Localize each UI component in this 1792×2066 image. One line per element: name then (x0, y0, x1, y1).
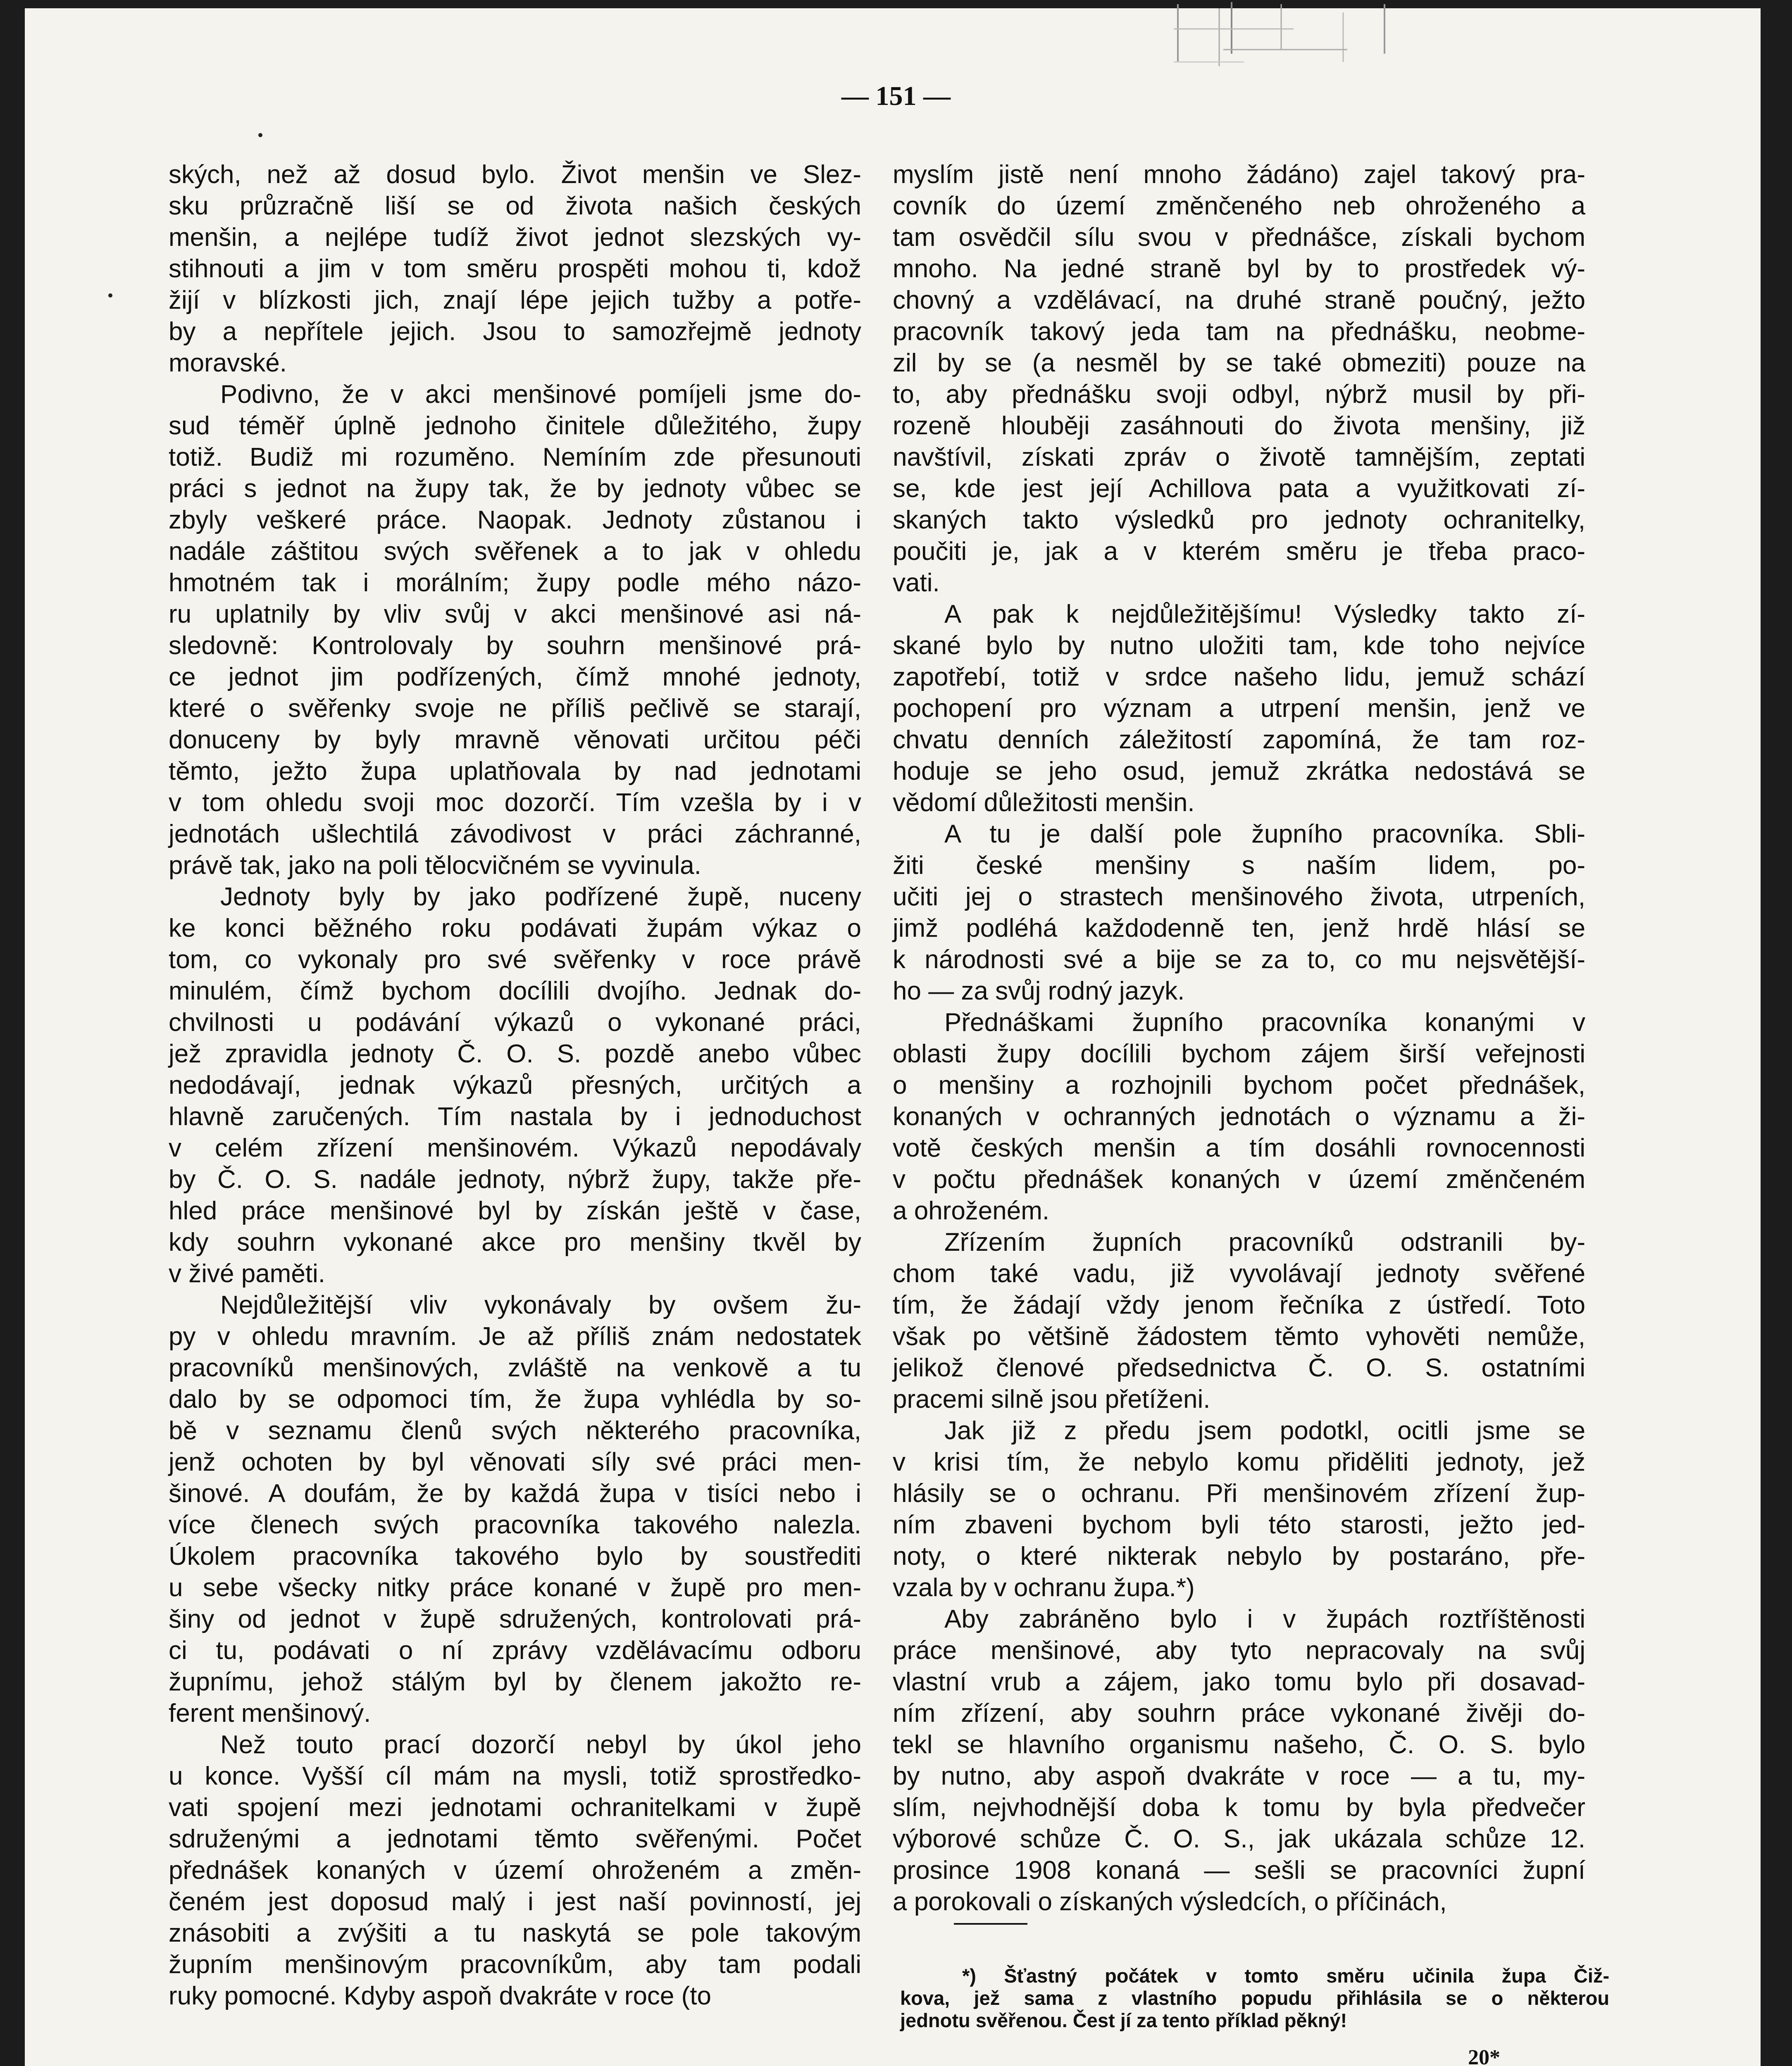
text-line: by nutno, aby aspoň dvakráte v roce — a tu, my- (893, 1762, 1585, 1790)
text-line: ci tu, podávati o ní zprávy vzdělávacímu odboru (169, 1636, 861, 1665)
text-line: tam osvědčil sílu svou v přednášce, získali bychom (893, 223, 1585, 252)
text-line: tekl se hlavního organismu našeho, Č. O. S. bylo (893, 1730, 1585, 1759)
text-line: žiti české menšiny s naším lidem, po- (893, 851, 1585, 880)
text-line: sud téměř úplně jednoho činitele důležitého, župy (169, 412, 861, 440)
text-line: chvatu denních záležitostí zapomíná, že tam roz- (893, 726, 1585, 754)
text-line: ruky pomocné. Kdyby aspoň dvakráte v roce (to (169, 1982, 711, 2010)
text-line: oblasti župy docílili bychom zájem širší veřejnosti (893, 1040, 1585, 1068)
text-line: v celém zřízení menšinovém. Výkazů nepodávaly (169, 1134, 861, 1162)
text-line: to, aby přednášku svoji odbyl, nýbrž musil by při- (893, 380, 1585, 409)
text-line: ských, než až dosud bylo. Život menšin ve Slez- (169, 160, 861, 189)
text-line: zil by se (a nesměl by se také obmeziti) pouze na (893, 349, 1585, 377)
text-line: skaných takto výsledků pro jednoty ochranitelky, (893, 506, 1585, 534)
text-line: u sebe všecky nitky práce konané v župě pro men- (169, 1573, 861, 1602)
text-line: jež zpravidla jednoty Č. O. S. pozdě anebo vůbec (169, 1040, 861, 1068)
text-line: Zřízením župních pracovníků odstranili by- (944, 1228, 1585, 1257)
signature-mark: 20* (1468, 2046, 1500, 2066)
text-line: k národnosti své a bije se za to, co mu nejsvětější- (893, 945, 1585, 974)
text-line: covník do území změnčeného neb ohroženého a (893, 192, 1585, 220)
text-line: ním zbaveni bychom byli této starosti, ježto jed- (893, 1511, 1585, 1539)
text-line: A pak k nejdůležitějšímu! Výsledky takto zí- (944, 600, 1585, 628)
text-line: u konce. Vyšší cíl mám na mysli, totiž sprostředko- (169, 1762, 861, 1790)
stamp-marks (1170, 0, 1409, 70)
text-line: žijí v blízkosti jich, znají lépe jejich tužby a potře- (169, 286, 861, 314)
text-line: by a nepřítele jejich. Jsou to samozřejmě jednoty (169, 317, 861, 346)
text-line: kdy souhrn vykonané akce pro menšiny tkvěl by (169, 1228, 861, 1257)
text-line: noty, o které nikterak nebylo by postaráno, pře- (893, 1542, 1585, 1571)
text-line: bě v seznamu členů svých některého pracovníka, (169, 1416, 861, 1445)
text-line: Jednoty byly by jako podřízené župě, nuceny (220, 883, 861, 911)
text-line: vědomí důležitosti menšin. (893, 788, 1195, 817)
footnote-line: *) Šťastný počátek v tomto směru učinila župa Čiž- (962, 1965, 1609, 1987)
text-line: rozeně hlouběji zasáhnouti do života menšiny, již (893, 412, 1585, 440)
text-line: hlásily se o ochranu. Při menšinovém zřízení žup- (893, 1479, 1585, 1508)
text-line: znásobiti a zvýšiti a tu naskytá se pole takovým (169, 1919, 861, 1947)
text-line: Než touto prací dozorčí nebyl by úkol jeho (220, 1730, 861, 1759)
text-line: pracovníků menšinových, zvláště na venkově a tu (169, 1354, 861, 1382)
text-line: Podivno, že v akci menšinové pomíjeli jsme do- (220, 380, 861, 409)
text-line: župním menšinovým pracovníkům, aby tam podali (169, 1950, 861, 1979)
margin-speck (108, 293, 112, 298)
text-line: nadále záštitou svých svěřenek a to jak v ohledu (169, 537, 861, 566)
text-line: těmto, ježto župa uplatňovala by nad jednotami (169, 757, 861, 785)
text-line: jimž podléhá každodenně ten, jenž hrdě hlásí se (893, 914, 1585, 943)
text-line: hled práce menšinové byl by získán ještě v čase, (169, 1197, 861, 1225)
text-line: vati. (893, 569, 940, 597)
text-line: dalo by se odpomoci tím, že župa vyhlédla by so- (169, 1385, 861, 1414)
text-line: ferent menšinový. (169, 1699, 371, 1728)
text-line: chvilnosti u podávání výkazů o vykonané práci, (169, 1008, 861, 1037)
text-line: práce menšinové, aby tyto nepracovaly na svůj (893, 1636, 1585, 1665)
page-number: — 151 — (841, 81, 951, 111)
text-line: vlastní vrub a zájem, jako tomu bylo při dosavad- (893, 1668, 1585, 1696)
text-line: poučiti je, jak a v kterém směru je třeba praco- (893, 537, 1585, 566)
text-line: menšin, a nejlépe tudíž život jednot slezských vy- (169, 223, 861, 252)
text-line: tom, co vykonaly pro své svěřenky v roce právě (169, 945, 861, 974)
text-line: jelikož členové předsednictva Č. O. S. ostatními (893, 1354, 1585, 1382)
text-line: v živé paměti. (169, 1259, 326, 1288)
text-line: učiti jej o strastech menšinového života, utrpeních, (893, 883, 1585, 911)
text-line: tím, že žádají vždy jenom řečníka z ústředí. Toto (893, 1291, 1585, 1319)
text-line: minulém, čímž bychom docílili dvojího. Jednak do- (169, 977, 861, 1005)
footnote (900, 1965, 1609, 2032)
left-column (169, 159, 861, 2012)
text-line: Aby zabráněno bylo i v župách roztříštěnosti (944, 1605, 1585, 1633)
text-line: sdruženými a jednotami těmto svěřenými. Počet (169, 1825, 861, 1853)
text-line: ním zřízení, aby souhrn práce vykonané živěji do- (893, 1699, 1585, 1728)
text-line: mnoho. Na jedné straně byl by to prostředek vý- (893, 255, 1585, 283)
text-line: v krisi tím, že nebylo komu přiděliti jednoty, jež (893, 1448, 1585, 1476)
text-line: sledovně: Kontrolovaly by souhrn menšinové prá- (169, 631, 861, 660)
text-line: stihnouti a jim v tom směru prospěti mohou ti, kdož (169, 255, 861, 283)
text-line: py v ohledu mravním. Je až příliš znám nedostatek (169, 1322, 861, 1351)
text-line: pochopení pro význam a utrpení menšin, jenž ve (893, 694, 1585, 723)
text-line: totiž. Budiž mi rozuměno. Nemíním zde přesunouti (169, 443, 861, 471)
text-line: šiny od jednot v župě sdružených, kontrolovati prá- (169, 1605, 861, 1633)
text-line: přednášek konaných v území ohroženém a změn- (169, 1856, 861, 1885)
text-line: a ohroženém. (893, 1197, 1050, 1225)
footnote-line: jednotu svěřenou. Čest jí za tento příklad pěkný! (900, 2009, 1347, 2031)
text-line: navštívil, získati zpráv o životě tamnějším, zeptati (893, 443, 1585, 471)
text-line: se, kde jest její Achillova pata a využitkovati zí- (893, 474, 1585, 503)
text-line: které o svěřenky svoje ne příliš pečlivě se starají, (169, 694, 861, 723)
text-line: slím, nejvhodnější doba k tomu by byla předvečer (893, 1793, 1585, 1822)
text-line: konaných v ochranných jednotách o významu a ži- (893, 1102, 1585, 1131)
text-line: výborové schůze Č. O. S., jak ukázala schůze 12. (893, 1825, 1585, 1853)
text-line: hlavně zaručených. Tím nastala by i jednoduchost (169, 1102, 861, 1131)
text-line: vati spojení mezi jednotami ochranitelkami v župě (169, 1793, 861, 1822)
text-line: by Č. O. S. nadále jednoty, nýbrž župy, takže pře- (169, 1165, 861, 1194)
text-line: pracovník takový jeda tam na přednášku, neobme- (893, 317, 1585, 346)
text-line: prosince 1908 konaná — sešli se pracovníci župní (893, 1856, 1585, 1885)
margin-speck (258, 133, 262, 137)
text-line: Nejdůležitější vliv vykonávaly by ovšem žu- (220, 1291, 861, 1319)
text-line: hmotném tak i morálním; župy podle mého názo- (169, 569, 861, 597)
text-line: o menšiny a rozhojnili bychom počet přednášek, (893, 1071, 1585, 1100)
right-column (893, 159, 1585, 1918)
text-line: župnímu, jehož stálým byl by členem jakožto re- (169, 1668, 861, 1696)
text-line: vzala by v ochranu župa.*) (893, 1573, 1195, 1602)
text-line: zbyly veškeré práce. Naopak. Jednoty zůstanou i (169, 506, 861, 534)
footnote-line: kova, jež sama z vlastního popudu přihlásila se o některou (900, 1987, 1609, 2009)
text-line: šinové. A doufám, že by každá župa v tisíci nebo i (169, 1479, 861, 1508)
text-line: ho — za svůj rodný jazyk. (893, 977, 1185, 1005)
text-line: chom také vadu, již vyvolávají jednoty svěřené (893, 1259, 1585, 1288)
text-line: jednotách ušlechtilá závodivost v práci záchranné, (169, 820, 861, 848)
text-line: však po většině žádostem těmto vyhověti nemůže, (893, 1322, 1585, 1351)
text-line: ce jednot jim podřízených, čímž mnohé jednoty, (169, 663, 861, 691)
text-line: v tom ohledu svoji moc dozorčí. Tím vzešla by i v (169, 788, 861, 817)
text-line: A tu je další pole župního pracovníka. Sbli- (944, 820, 1585, 848)
text-line: v počtu přednášek konaných v území změnčeném (893, 1165, 1585, 1194)
text-line: votě českých menšin a tím dosáhli rovnocennosti (893, 1134, 1585, 1162)
footnote-divider (954, 1923, 1027, 1925)
text-line: moravské. (169, 349, 287, 377)
text-line: a porokovali o získaných výsledcích, o příčinách, (893, 1887, 1447, 1916)
text-line: Jak již z předu jsem podotkl, ocitli jsme se (944, 1416, 1585, 1445)
text-line: Přednáškami župního pracovníka konanými v (944, 1008, 1585, 1037)
text-line: nedodávají, jednak výkazů přesných, určitých a (169, 1071, 861, 1100)
text-line: myslím jistě není mnoho žádáno) zajel takový pra- (893, 160, 1585, 189)
text-line: chovný a vzdělávací, na druhé straně poučný, ježto (893, 286, 1585, 314)
text-line: právě tak, jako na poli tělocvičném se vyvinula. (169, 851, 701, 880)
text-line: čeném jest doposud malý i jest naší povinností, jej (169, 1887, 861, 1916)
text-line: sku průzračně liší se od života našich českých (169, 192, 861, 220)
text-line: hoduje se jeho osud, jemuž zkrátka nedostává se (893, 757, 1585, 785)
text-line: ru uplatnily by vliv svůj v akci menšinové asi ná- (169, 600, 861, 628)
text-line: pracemi silně jsou přetíženi. (893, 1385, 1211, 1414)
text-line: zapotřebí, totiž v srdce našeho lidu, jemuž schází (893, 663, 1585, 691)
text-line: skané bylo by nutno uložiti tam, kde toho nejvíce (893, 631, 1585, 660)
text-line: Úkolem pracovníka takového bylo by soustřediti (169, 1542, 861, 1571)
text-line: ke konci běžného roku podávati župám výkaz o (169, 914, 861, 943)
text-line: donuceny by byly mravně věnovati určitou péči (169, 726, 861, 754)
text-line: více členech svých pracovníka takového nalezla. (169, 1511, 861, 1539)
text-line: práci s jednot na župy tak, že by jednoty vůbec se (169, 474, 861, 503)
text-line: jenž ochoten by byl věnovati síly své práci men- (169, 1448, 861, 1476)
